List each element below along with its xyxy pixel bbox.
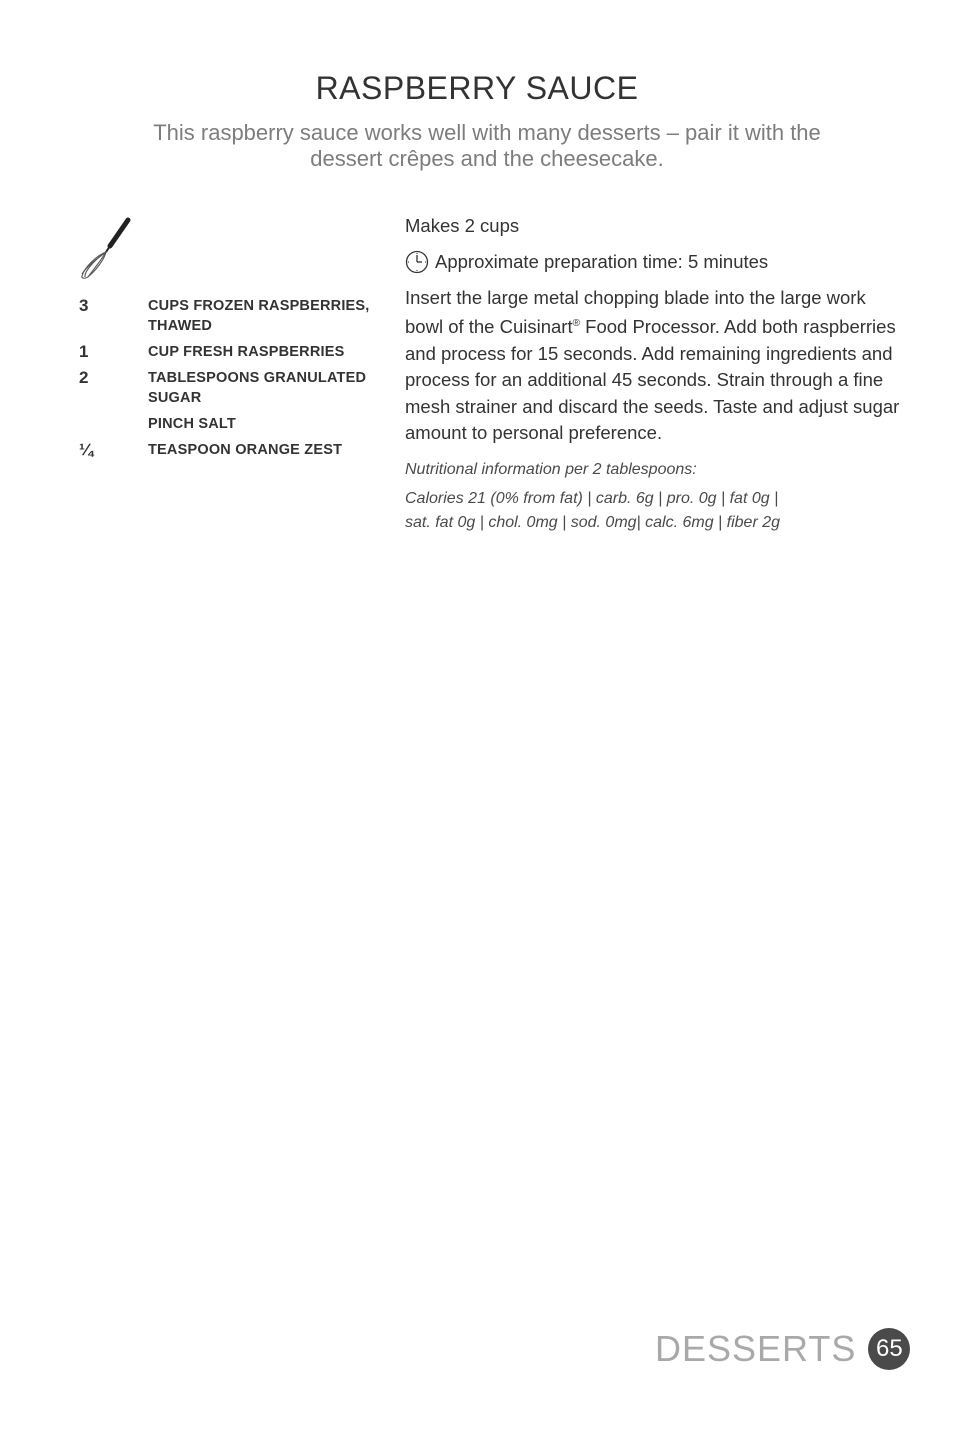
- recipe-body: [405, 213, 900, 535]
- directions-part-1: Insert the large metal chopping blade into the large work bowl of the Cuisinart: [405, 287, 866, 338]
- whisk-icon: [78, 216, 134, 280]
- prep-time-text: Approximate preparation time: 5 minutes: [435, 251, 769, 272]
- ingredient-name: CUPS FROZEN RASPBERRIES, THAWED: [148, 298, 370, 334]
- clock-icon: [405, 250, 429, 274]
- ingredient-quantity: 1: [79, 342, 89, 361]
- ingredient-row: [79, 440, 379, 460]
- page-footer: [655, 1328, 910, 1370]
- nutrition-facts: [405, 487, 900, 535]
- nutrition-line-1: Calories 21 (0% from fat) | carb. 6g | pro. 0g | fat 0g |: [405, 489, 779, 507]
- ingredient-quantity: 2: [79, 368, 89, 387]
- prep-time: [405, 249, 900, 275]
- subtitle-line-2: dessert crêpes and the cheesecake.: [310, 146, 664, 171]
- ingredient-name: TABLESPOONS GRANULATED SUGAR: [148, 370, 367, 406]
- nutrition-heading: Nutritional information per 2 tablespoons:: [405, 460, 697, 478]
- subtitle-line-1: This raspberry sauce works well with many desserts – pair it with the: [153, 120, 821, 145]
- page-number-badge: 65: [868, 1328, 910, 1370]
- ingredient-name: PINCH SALT: [148, 416, 236, 432]
- ingredient-list: [79, 296, 379, 460]
- directions-part-2: Food Processor. Add both raspberries and process for 15 seconds. Add remaining ingredients and process for an additional 45 seconds. Strain through a fine mesh strainer and discard the seeds. Taste and adjust sugar amount to personal preference.: [405, 316, 900, 444]
- ingredient-row: [79, 414, 379, 434]
- ingredient-row: [79, 368, 379, 408]
- ingredient-quantity: ¼: [79, 440, 94, 459]
- ingredient-name: CUP FRESH RASPBERRIES: [148, 344, 345, 360]
- ingredient-row: [79, 296, 379, 336]
- ingredient-quantity: 3: [79, 296, 89, 315]
- yield-text: Makes 2 cups: [405, 215, 520, 236]
- registered-mark: ®: [572, 318, 580, 330]
- ingredient-row: [79, 342, 379, 362]
- nutrition-line-2: sat. fat 0g | chol. 0mg | sod. 0mg| calc. 6mg | fiber 2g: [405, 513, 781, 531]
- ingredient-name: TEASPOON ORANGE ZEST: [148, 442, 343, 458]
- recipe-title: RASPBERRY SAUCE: [315, 70, 639, 106]
- recipe-subtitle: [110, 120, 864, 172]
- section-label: DESSERTS: [655, 1328, 857, 1369]
- directions-text: [405, 285, 900, 447]
